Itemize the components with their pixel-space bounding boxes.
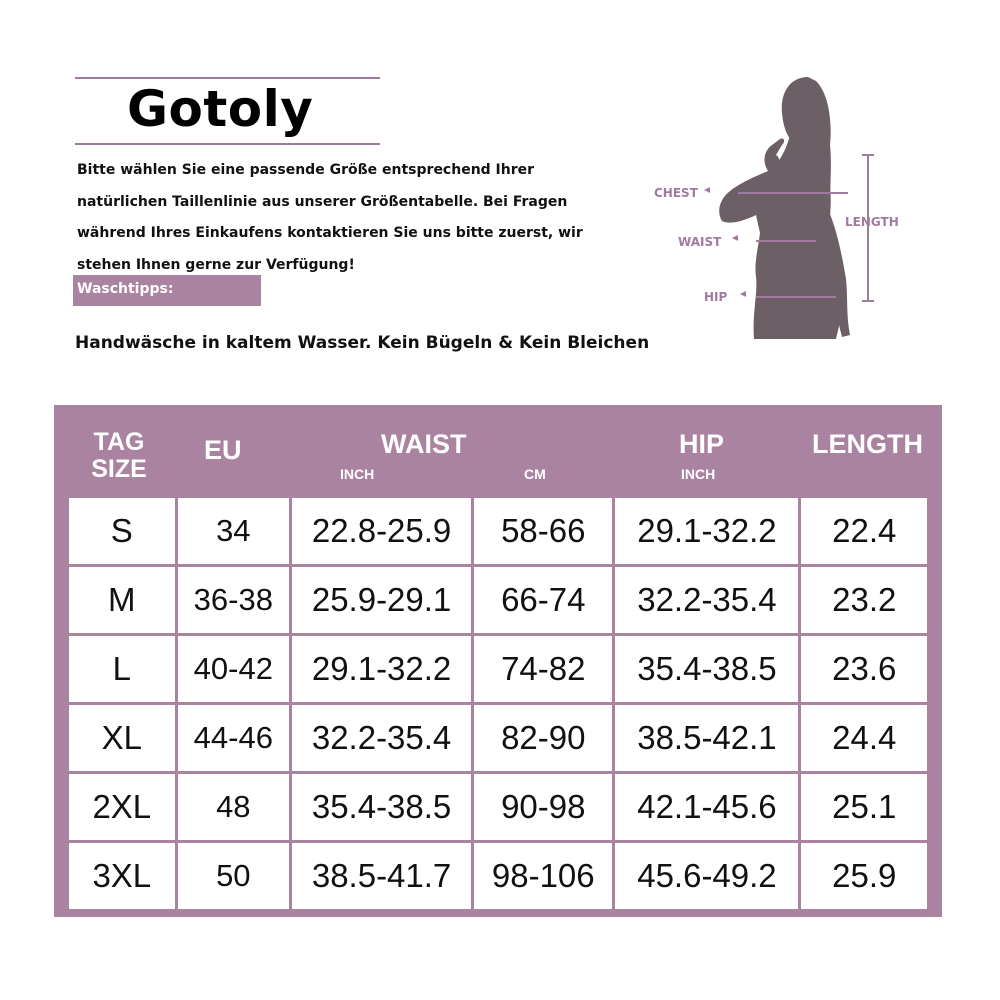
- header-hip-inch: INCH: [681, 466, 716, 482]
- brand-title: Gotoly: [127, 80, 314, 138]
- size-chart-table: [54, 405, 942, 917]
- cell-length: 25.9: [801, 843, 927, 909]
- intro-line: natürlichen Taillenlinie aus unserer Größentabelle. Bei Fragen: [77, 193, 568, 210]
- header-hip: HIP: [679, 429, 725, 459]
- table-row: [69, 843, 927, 909]
- cell-eu: 34: [178, 498, 289, 564]
- table-row: [69, 705, 927, 771]
- intro-line: während Ihres Einkaufens kontaktieren Sie uns bitte zuerst, wir: [77, 225, 583, 241]
- cell-eu: 40-42: [178, 636, 289, 702]
- cell-hip-inch: 45.6-49.2: [615, 843, 798, 909]
- chest-label: CHEST: [654, 186, 698, 200]
- cell-length: 24.4: [801, 705, 927, 771]
- table-row: [69, 774, 927, 840]
- header-waist: WAIST: [381, 429, 467, 459]
- wash-tips-label: Waschtipps:: [73, 275, 261, 306]
- cell-waist-inch: 35.4-38.5: [292, 774, 471, 840]
- cell-size: S: [69, 498, 175, 564]
- cell-waist-cm: 82-90: [474, 705, 612, 771]
- waist-arrow-icon: [732, 235, 738, 241]
- header-waist-cm: CM: [524, 466, 546, 482]
- body-silhouette-icon: [719, 77, 850, 339]
- silhouette-illustration: [640, 65, 920, 355]
- header-waist-inch: INCH: [340, 466, 375, 482]
- header-eu: EU: [204, 435, 242, 465]
- cell-waist-cm: 74-82: [474, 636, 612, 702]
- table-row: [69, 636, 927, 702]
- intro-line: Bitte wählen Sie eine passende Größe entsprechend Ihrer: [77, 162, 535, 178]
- cell-waist-inch: 32.2-35.4: [292, 705, 471, 771]
- intro-line: stehen Ihnen gerne zur Verfügung!: [77, 256, 355, 273]
- cell-size: L: [69, 636, 175, 702]
- cell-hip-inch: 29.1-32.2: [615, 498, 798, 564]
- cell-eu: 50: [178, 843, 289, 909]
- header-tag-line: TAG: [93, 428, 145, 456]
- cell-waist-inch: 29.1-32.2: [292, 636, 471, 702]
- care-instructions: Handwäsche in kaltem Wasser. Kein Bügeln & Kein Bleichen: [75, 333, 650, 353]
- cell-hip-inch: 42.1-45.6: [615, 774, 798, 840]
- cell-eu: 44-46: [178, 705, 289, 771]
- table-row: [69, 567, 927, 633]
- cell-length: 23.2: [801, 567, 927, 633]
- cell-eu: 36-38: [178, 567, 289, 633]
- cell-hip-inch: 35.4-38.5: [615, 636, 798, 702]
- length-label: LENGTH: [845, 215, 899, 229]
- cell-eu: 48: [178, 774, 289, 840]
- header-length: LENGTH: [812, 429, 923, 459]
- intro-text: [77, 155, 583, 281]
- cell-hip-inch: 38.5-42.1: [615, 705, 798, 771]
- hip-label: HIP: [704, 290, 728, 304]
- brand-rule-bottom: [75, 143, 380, 145]
- cell-waist-inch: 22.8-25.9: [292, 498, 471, 564]
- hip-arrow-icon: [740, 291, 746, 297]
- brand-rule-top: [75, 77, 380, 79]
- cell-length: 25.1: [801, 774, 927, 840]
- table-header: [54, 405, 942, 497]
- cell-waist-cm: 66-74: [474, 567, 612, 633]
- header-tag-size: [88, 429, 150, 483]
- cell-waist-inch: 38.5-41.7: [292, 843, 471, 909]
- cell-waist-cm: 98-106: [474, 843, 612, 909]
- cell-waist-cm: 90-98: [474, 774, 612, 840]
- chest-arrow-icon: [704, 187, 710, 193]
- cell-waist-cm: 58-66: [474, 498, 612, 564]
- cell-size: 3XL: [69, 843, 175, 909]
- cell-size: M: [69, 567, 175, 633]
- cell-hip-inch: 32.2-35.4: [615, 567, 798, 633]
- cell-length: 22.4: [801, 498, 927, 564]
- cell-length: 23.6: [801, 636, 927, 702]
- size-grid: [66, 495, 930, 912]
- header-size-line: SIZE: [91, 455, 147, 483]
- table-row: [69, 498, 927, 564]
- cell-size: 2XL: [69, 774, 175, 840]
- cell-waist-inch: 25.9-29.1: [292, 567, 471, 633]
- cell-size: XL: [69, 705, 175, 771]
- waist-label: WAIST: [678, 235, 722, 249]
- body-measurement-figure: [640, 65, 920, 355]
